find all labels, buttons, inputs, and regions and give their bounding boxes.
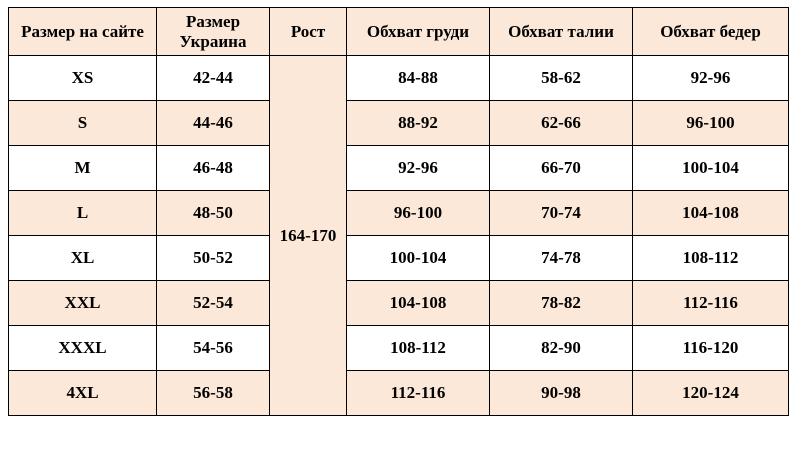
cell-waist: 82-90 bbox=[490, 326, 633, 371]
size-chart-sheet bbox=[0, 7, 800, 454]
cell-hips: 92-96 bbox=[633, 56, 789, 101]
cell-chest: 100-104 bbox=[347, 236, 490, 281]
cell-site-size: L bbox=[9, 191, 157, 236]
table-header bbox=[9, 8, 789, 56]
header-cell-hips: Обхват бедер bbox=[633, 8, 789, 56]
cell-waist: 78-82 bbox=[490, 281, 633, 326]
cell-waist: 70-74 bbox=[490, 191, 633, 236]
cell-waist: 62-66 bbox=[490, 101, 633, 146]
size-chart-table bbox=[8, 7, 789, 416]
cell-ua-size: 46-48 bbox=[157, 146, 270, 191]
cell-hips: 100-104 bbox=[633, 146, 789, 191]
table-row bbox=[9, 236, 789, 281]
cell-chest: 92-96 bbox=[347, 146, 490, 191]
cell-site-size: S bbox=[9, 101, 157, 146]
cell-ua-size: 50-52 bbox=[157, 236, 270, 281]
cell-height-range: 164-170 bbox=[270, 56, 347, 416]
table-row bbox=[9, 56, 789, 101]
cell-ua-size: 54-56 bbox=[157, 326, 270, 371]
cell-waist: 74-78 bbox=[490, 236, 633, 281]
cell-hips: 108-112 bbox=[633, 236, 789, 281]
cell-chest: 84-88 bbox=[347, 56, 490, 101]
cell-chest: 112-116 bbox=[347, 371, 490, 416]
cell-waist: 90-98 bbox=[490, 371, 633, 416]
cell-site-size: M bbox=[9, 146, 157, 191]
table-row bbox=[9, 101, 789, 146]
table-row bbox=[9, 326, 789, 371]
cell-site-size: XXXL bbox=[9, 326, 157, 371]
cell-hips: 116-120 bbox=[633, 326, 789, 371]
cell-hips: 104-108 bbox=[633, 191, 789, 236]
cell-site-size: XXL bbox=[9, 281, 157, 326]
cell-site-size: XS bbox=[9, 56, 157, 101]
cell-chest: 96-100 bbox=[347, 191, 490, 236]
header-cell-site-size: Размер на сайте bbox=[9, 8, 157, 56]
cell-waist: 58-62 bbox=[490, 56, 633, 101]
cell-hips: 112-116 bbox=[633, 281, 789, 326]
table-row bbox=[9, 281, 789, 326]
table-row bbox=[9, 371, 789, 416]
table-row bbox=[9, 146, 789, 191]
header-row bbox=[9, 8, 789, 56]
cell-ua-size: 52-54 bbox=[157, 281, 270, 326]
cell-waist: 66-70 bbox=[490, 146, 633, 191]
cell-hips: 120-124 bbox=[633, 371, 789, 416]
cell-ua-size: 56-58 bbox=[157, 371, 270, 416]
table-body bbox=[9, 56, 789, 416]
header-cell-chest: Обхват груди bbox=[347, 8, 490, 56]
table-row bbox=[9, 191, 789, 236]
header-cell-height: Рост bbox=[270, 8, 347, 56]
header-cell-waist: Обхват талии bbox=[490, 8, 633, 56]
cell-hips: 96-100 bbox=[633, 101, 789, 146]
cell-chest: 104-108 bbox=[347, 281, 490, 326]
cell-ua-size: 48-50 bbox=[157, 191, 270, 236]
cell-chest: 108-112 bbox=[347, 326, 490, 371]
header-cell-ua-size: Размер Украина bbox=[157, 8, 270, 56]
cell-site-size: 4XL bbox=[9, 371, 157, 416]
cell-chest: 88-92 bbox=[347, 101, 490, 146]
cell-site-size: XL bbox=[9, 236, 157, 281]
cell-ua-size: 44-46 bbox=[157, 101, 270, 146]
cell-ua-size: 42-44 bbox=[157, 56, 270, 101]
